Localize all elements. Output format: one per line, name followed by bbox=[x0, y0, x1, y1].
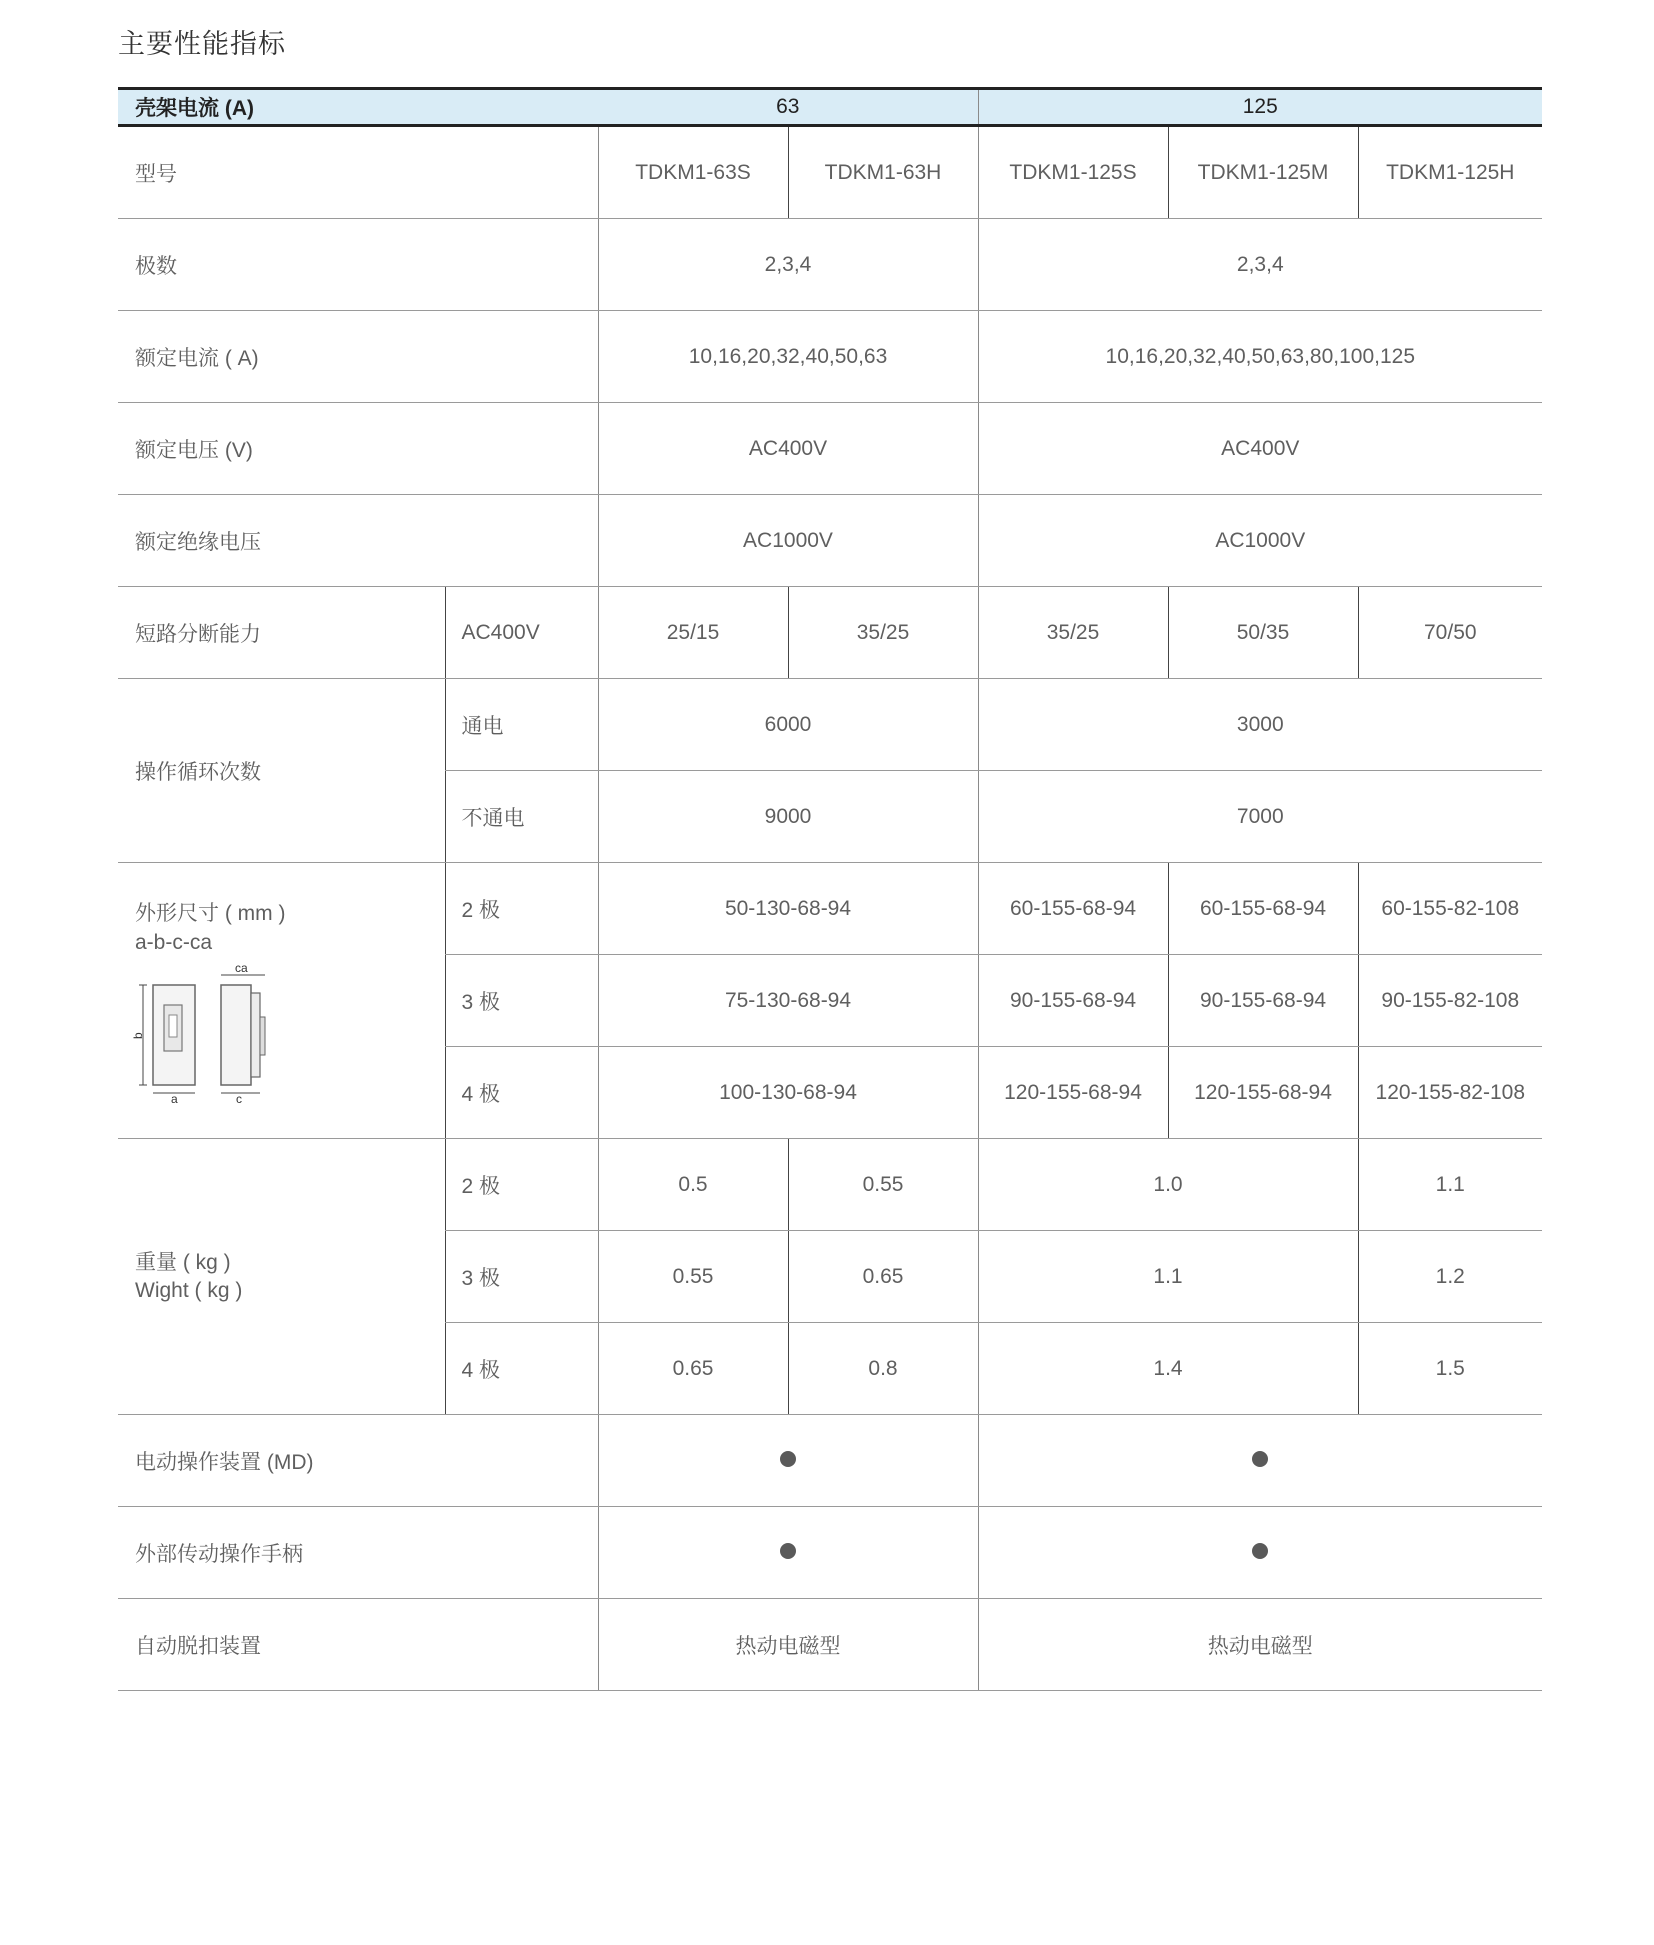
model-cell: TDKM1-125M bbox=[1168, 126, 1358, 219]
breaking-cell: 35/25 bbox=[788, 587, 978, 679]
dim-125m: 120-155-68-94 bbox=[1168, 1047, 1358, 1139]
rated-current-label: 额定电流 ( A) bbox=[118, 311, 598, 403]
model-cell: TDKM1-125S bbox=[978, 126, 1168, 219]
weight-63h: 0.8 bbox=[788, 1323, 978, 1415]
dim-a-label: a bbox=[171, 1091, 178, 1106]
weight-125sm: 1.1 bbox=[978, 1231, 1358, 1323]
model-cell: TDKM1-63H bbox=[788, 126, 978, 219]
weight-label: 重量 ( kg ) bbox=[135, 1250, 231, 1274]
cycles-on-63: 6000 bbox=[598, 679, 978, 771]
dim-125s: 90-155-68-94 bbox=[978, 955, 1168, 1047]
cycles-on-row bbox=[118, 679, 1542, 771]
rated-voltage-125: AC400V bbox=[978, 403, 1542, 495]
rated-voltage-label: 额定电压 (V) bbox=[118, 403, 598, 495]
model-cell: TDKM1-63S bbox=[598, 126, 788, 219]
cycles-off-63: 9000 bbox=[598, 771, 978, 863]
cycles-off-label: 不通电 bbox=[445, 771, 598, 863]
dimensions-label: 外形尺寸 ( mm ) bbox=[135, 901, 286, 925]
header-row bbox=[118, 89, 1542, 126]
rated-voltage-row bbox=[118, 403, 1542, 495]
trip-63: 热动电磁型 bbox=[598, 1599, 978, 1691]
dim-125h: 90-155-82-108 bbox=[1358, 955, 1542, 1047]
weight-63s: 0.55 bbox=[598, 1231, 788, 1323]
dim-pole-label: 4 极 bbox=[445, 1047, 598, 1139]
weight-label-en: Wight ( kg ) bbox=[135, 1278, 243, 1302]
poles-125: 2,3,4 bbox=[978, 219, 1542, 311]
insulation-voltage-63: AC1000V bbox=[598, 495, 978, 587]
weight-pole-label: 2 极 bbox=[445, 1139, 598, 1231]
dim-125m: 90-155-68-94 bbox=[1168, 955, 1358, 1047]
dim-ca-label: ca bbox=[235, 960, 248, 975]
weight-125h: 1.5 bbox=[1358, 1323, 1542, 1415]
dim-125m: 60-155-68-94 bbox=[1168, 863, 1358, 955]
dim-125h: 60-155-82-108 bbox=[1358, 863, 1542, 955]
ext-handle-label: 外部传动操作手柄 bbox=[118, 1507, 598, 1599]
cycles-on-125: 3000 bbox=[978, 679, 1542, 771]
cycles-on-label: 通电 bbox=[445, 679, 598, 771]
dim-63: 100-130-68-94 bbox=[598, 1047, 978, 1139]
motor-op-125 bbox=[978, 1415, 1542, 1507]
dimensions-label-cell bbox=[118, 863, 445, 1139]
poles-63: 2,3,4 bbox=[598, 219, 978, 311]
model-cell: TDKM1-125H bbox=[1358, 126, 1542, 219]
breaking-row bbox=[118, 587, 1542, 679]
dim-b-label: b bbox=[131, 1031, 145, 1039]
rated-current-63: 10,16,20,32,40,50,63 bbox=[598, 311, 978, 403]
insulation-voltage-label: 额定绝缘电压 bbox=[118, 495, 598, 587]
breaking-cell: 35/25 bbox=[978, 587, 1168, 679]
dimensions-row bbox=[118, 863, 1542, 955]
ext-handle-row bbox=[118, 1507, 1542, 1599]
model-label: 型号 bbox=[118, 126, 598, 219]
rated-voltage-63: AC400V bbox=[598, 403, 978, 495]
poles-label: 极数 bbox=[118, 219, 598, 311]
dim-c-label: c bbox=[236, 1091, 242, 1106]
weight-pole-label: 3 极 bbox=[445, 1231, 598, 1323]
spec-table bbox=[118, 87, 1542, 1691]
bullet-dot-icon bbox=[1252, 1543, 1268, 1559]
dim-125s: 60-155-68-94 bbox=[978, 863, 1168, 955]
poles-row bbox=[118, 219, 1542, 311]
breaker-dimension-figure bbox=[131, 960, 305, 1106]
dim-63: 75-130-68-94 bbox=[598, 955, 978, 1047]
weight-125h: 1.2 bbox=[1358, 1231, 1542, 1323]
breaking-cell: 50/35 bbox=[1168, 587, 1358, 679]
dim-125s: 120-155-68-94 bbox=[978, 1047, 1168, 1139]
weight-63h: 0.65 bbox=[788, 1231, 978, 1323]
bullet-dot-icon bbox=[1252, 1451, 1268, 1467]
frame-63-header: 63 bbox=[598, 89, 978, 126]
breaking-label: 短路分断能力 bbox=[118, 587, 445, 679]
dim-125h: 120-155-82-108 bbox=[1358, 1047, 1542, 1139]
ext-handle-125 bbox=[978, 1507, 1542, 1599]
frame-125-header: 125 bbox=[978, 89, 1542, 126]
model-row bbox=[118, 126, 1542, 219]
breaking-cell: 70/50 bbox=[1358, 587, 1542, 679]
bullet-dot-icon bbox=[780, 1543, 796, 1559]
rated-current-row bbox=[118, 311, 1542, 403]
weight-125h: 1.1 bbox=[1358, 1139, 1542, 1231]
weight-63s: 0.5 bbox=[598, 1139, 788, 1231]
ext-handle-63 bbox=[598, 1507, 978, 1599]
trip-125: 热动电磁型 bbox=[978, 1599, 1542, 1691]
breaking-cell: 25/15 bbox=[598, 587, 788, 679]
weight-125sm: 1.0 bbox=[978, 1139, 1358, 1231]
dim-pole-label: 2 极 bbox=[445, 863, 598, 955]
trip-label: 自动脱扣装置 bbox=[118, 1599, 598, 1691]
weight-row bbox=[118, 1139, 1542, 1231]
trip-row bbox=[118, 1599, 1542, 1691]
weight-63s: 0.65 bbox=[598, 1323, 788, 1415]
page-title: 主要性能指标 bbox=[118, 29, 286, 60]
motor-op-row bbox=[118, 1415, 1542, 1507]
dim-pole-label: 3 极 bbox=[445, 955, 598, 1047]
bullet-dot-icon bbox=[780, 1451, 796, 1467]
insulation-voltage-row bbox=[118, 495, 1542, 587]
insulation-voltage-125: AC1000V bbox=[978, 495, 1542, 587]
dimensions-formula: a-b-c-ca bbox=[135, 930, 213, 954]
weight-125sm: 1.4 bbox=[978, 1323, 1358, 1415]
motor-op-63 bbox=[598, 1415, 978, 1507]
weight-63h: 0.55 bbox=[788, 1139, 978, 1231]
motor-op-label: 电动操作装置 (MD) bbox=[118, 1415, 598, 1507]
breaking-sub-label: AC400V bbox=[445, 587, 598, 679]
weight-pole-label: 4 极 bbox=[445, 1323, 598, 1415]
dim-63: 50-130-68-94 bbox=[598, 863, 978, 955]
rated-current-125: 10,16,20,32,40,50,63,80,100,125 bbox=[978, 311, 1542, 403]
cycles-label: 操作循环次数 bbox=[118, 679, 445, 863]
weight-label-cell bbox=[118, 1139, 445, 1415]
cycles-off-125: 7000 bbox=[978, 771, 1542, 863]
frame-current-label: 壳架电流 (A) bbox=[118, 89, 598, 126]
